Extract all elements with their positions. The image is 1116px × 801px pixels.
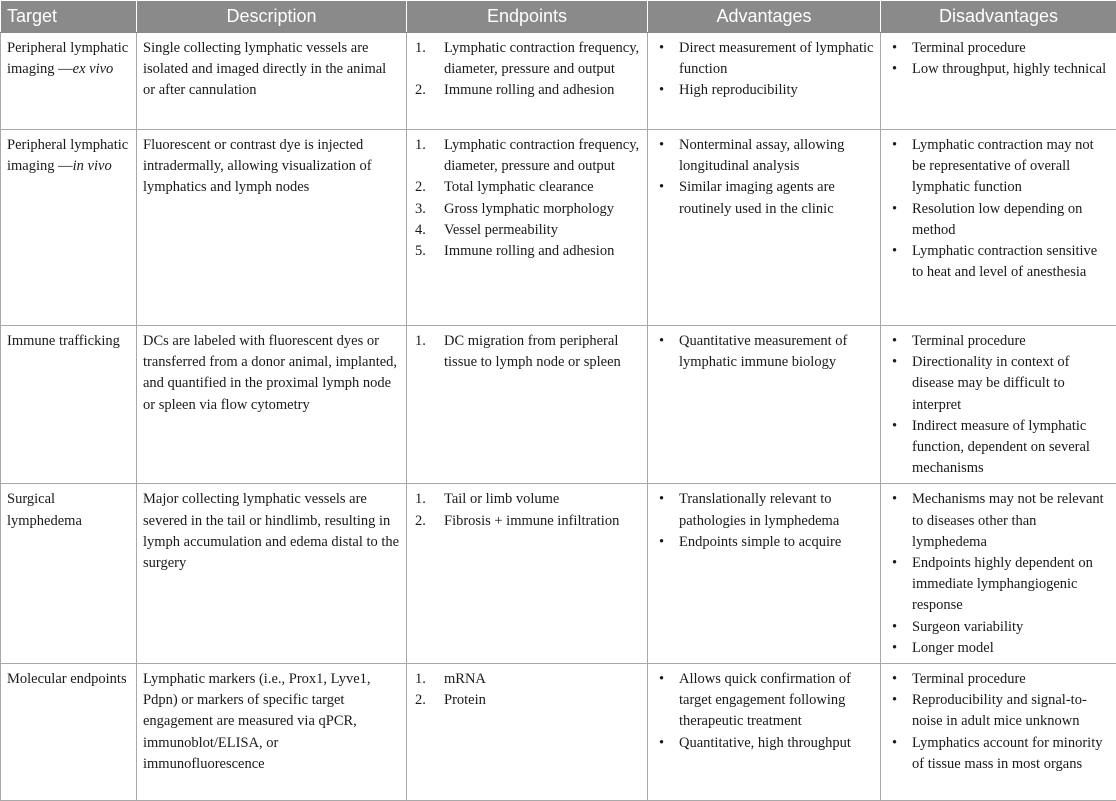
endpoint-item: [413, 690, 641, 711]
disadvantage-item: • Reproducibility and signal-to-noise in adult mice unknown: [887, 690, 1110, 732]
advantage-item: • Nonterminal assay, allowing longitudinal analysis: [654, 135, 874, 177]
endpoint-item: [413, 80, 641, 101]
disadvantages-cell: [881, 326, 1116, 484]
endpoint-number: 1.: [415, 669, 426, 690]
disadvantage-item: • Lymphatic contraction sensitive to heat and level of anesthesia: [887, 241, 1110, 283]
target-cell: [1, 484, 137, 664]
advantage-item: • Allows quick confirmation of target engagement following therapeutic treatment: [654, 669, 874, 733]
advantages-cell: [648, 33, 881, 130]
disadvantage-item: • Endpoints highly dependent on immediate lymphangiogenic response: [887, 553, 1110, 617]
description-cell: Lymphatic markers (i.e., Prox1, Lyve1, Pdpn) or markers of specific target engagement are measured via qPCR, immunoblot/ELISA, or immunofluorescence: [137, 664, 407, 801]
advantage-item: • High reproducibility: [654, 80, 874, 101]
table-row: [1, 484, 1116, 664]
endpoint-item: [413, 177, 641, 198]
advantages-list: [654, 38, 874, 102]
header-advantages: Advantages: [648, 1, 881, 33]
endpoints-cell: [407, 484, 648, 664]
endpoint-text: Tail or limb volume: [444, 491, 559, 507]
endpoint-number: 1.: [415, 331, 426, 352]
disadvantages-list: [887, 38, 1110, 80]
advantages-list: [654, 669, 874, 754]
endpoints-list: [413, 135, 641, 262]
header-row: [1, 1, 1116, 33]
endpoint-item: [413, 241, 641, 262]
advantages-cell: [648, 484, 881, 664]
endpoint-text: Protein: [444, 692, 486, 708]
target-cell: [1, 326, 137, 484]
endpoint-number: 1.: [415, 489, 426, 510]
endpoint-number: 1.: [415, 38, 426, 59]
endpoint-item: [413, 489, 641, 510]
advantage-item: • Similar imaging agents are routinely used in the clinic: [654, 177, 874, 219]
endpoints-cell: [407, 664, 648, 801]
disadvantages-list: [887, 669, 1110, 775]
target-label: Peripheral lymphatic imaging —: [7, 137, 128, 174]
endpoint-text: Immune rolling and adhesion: [444, 82, 614, 98]
endpoints-cell: [407, 130, 648, 326]
endpoint-item: [413, 199, 641, 220]
disadvantage-item: • Mechanisms may not be relevant to diseases other than lymphedema: [887, 489, 1110, 553]
disadvantages-cell: [881, 130, 1116, 326]
endpoint-item: [413, 220, 641, 241]
disadvantage-item: • Low throughput, highly technical: [887, 59, 1110, 80]
disadvantages-cell: [881, 664, 1116, 801]
header-description: Description: [137, 1, 407, 33]
target-qualifier: in vivo: [73, 158, 112, 174]
target-label: Peripheral lymphatic imaging —: [7, 40, 128, 77]
target-label: Surgical lymphedema: [7, 491, 82, 528]
endpoint-text: Vessel permeability: [444, 222, 558, 238]
advantage-item: • Translationally relevant to pathologies in lymphedema: [654, 489, 874, 531]
table-row: [1, 664, 1116, 801]
endpoints-list: [413, 669, 641, 711]
description-cell: DCs are labeled with fluorescent dyes or transferred from a donor animal, implanted, and quantified in the proximal lymph node or spleen via flow cytometry: [137, 326, 407, 484]
description-cell: Single collecting lymphatic vessels are isolated and imaged directly in the animal or after cannulation: [137, 33, 407, 130]
advantage-item: • Endpoints simple to acquire: [654, 532, 874, 553]
target-label: Immune trafficking: [7, 333, 120, 349]
disadvantage-item: • Lymphatic contraction may not be representative of overall lymphatic function: [887, 135, 1110, 199]
endpoint-text: Gross lymphatic morphology: [444, 201, 614, 217]
endpoint-text: Total lymphatic clearance: [444, 179, 594, 195]
disadvantage-item: • Directionality in context of disease may be difficult to interpret: [887, 352, 1110, 416]
header-disadvantages: Disadvantages: [881, 1, 1116, 33]
endpoint-text: Fibrosis + immune infiltration: [444, 513, 619, 529]
endpoint-text: DC migration from peripheral tissue to lymph node or spleen: [444, 333, 621, 370]
endpoint-text: Lymphatic contraction frequency, diameter, pressure and output: [444, 40, 639, 77]
disadvantage-item: • Surgeon variability: [887, 617, 1110, 638]
endpoint-text: Immune rolling and adhesion: [444, 243, 614, 259]
disadvantages-cell: [881, 33, 1116, 130]
table-row: [1, 130, 1116, 326]
endpoints-list: [413, 331, 641, 373]
endpoint-text: Lymphatic contraction frequency, diameter, pressure and output: [444, 137, 639, 174]
header-target: Target: [1, 1, 137, 33]
endpoint-text: mRNA: [444, 671, 486, 687]
advantages-cell: [648, 326, 881, 484]
endpoints-cell: [407, 33, 648, 130]
endpoint-item: [413, 511, 641, 532]
disadvantage-item: • Longer model: [887, 638, 1110, 659]
endpoint-item: [413, 135, 641, 177]
disadvantage-item: • Terminal procedure: [887, 669, 1110, 690]
endpoints-list: [413, 38, 641, 102]
table-body: [1, 33, 1116, 801]
advantage-item: • Direct measurement of lymphatic function: [654, 38, 874, 80]
endpoint-number: 2.: [415, 80, 426, 101]
endpoint-number: 1.: [415, 135, 426, 156]
target-label: Molecular endpoints: [7, 671, 127, 687]
advantage-item: • Quantitative, high throughput: [654, 733, 874, 754]
advantage-item: • Quantitative measurement of lymphatic immune biology: [654, 331, 874, 373]
endpoint-number: 2.: [415, 690, 426, 711]
endpoint-number: 3.: [415, 199, 426, 220]
advantages-list: [654, 135, 874, 220]
disadvantages-list: [887, 331, 1110, 479]
header-endpoints: Endpoints: [407, 1, 648, 33]
target-cell: [1, 130, 137, 326]
target-cell: [1, 33, 137, 130]
endpoint-item: [413, 38, 641, 80]
disadvantage-item: • Terminal procedure: [887, 38, 1110, 59]
endpoint-number: 2.: [415, 177, 426, 198]
endpoints-cell: [407, 326, 648, 484]
table-row: [1, 33, 1116, 130]
endpoints-list: [413, 489, 641, 531]
endpoint-item: [413, 669, 641, 690]
advantages-list: [654, 489, 874, 553]
description-cell: Fluorescent or contrast dye is injected intradermally, allowing visualization of lymphatics and lymph nodes: [137, 130, 407, 326]
target-cell: [1, 664, 137, 801]
disadvantages-list: [887, 489, 1110, 659]
endpoint-item: [413, 331, 641, 373]
advantages-list: [654, 331, 874, 373]
endpoint-number: 4.: [415, 220, 426, 241]
disadvantage-item: • Lymphatics account for minority of tissue mass in most organs: [887, 733, 1110, 775]
endpoint-number: 5.: [415, 241, 426, 262]
disadvantage-item: • Resolution low depending on method: [887, 199, 1110, 241]
disadvantages-list: [887, 135, 1110, 283]
table-row: [1, 326, 1116, 484]
disadvantages-cell: [881, 484, 1116, 664]
description-cell: Major collecting lymphatic vessels are severed in the tail or hindlimb, resulting in lymph accumulation and edema distal to the surgery: [137, 484, 407, 664]
disadvantage-item: • Terminal procedure: [887, 331, 1110, 352]
advantages-cell: [648, 664, 881, 801]
advantages-cell: [648, 130, 881, 326]
target-qualifier: ex vivo: [73, 61, 114, 77]
disadvantage-item: • Indirect measure of lymphatic function, dependent on several mechanisms: [887, 416, 1110, 480]
endpoint-number: 2.: [415, 511, 426, 532]
